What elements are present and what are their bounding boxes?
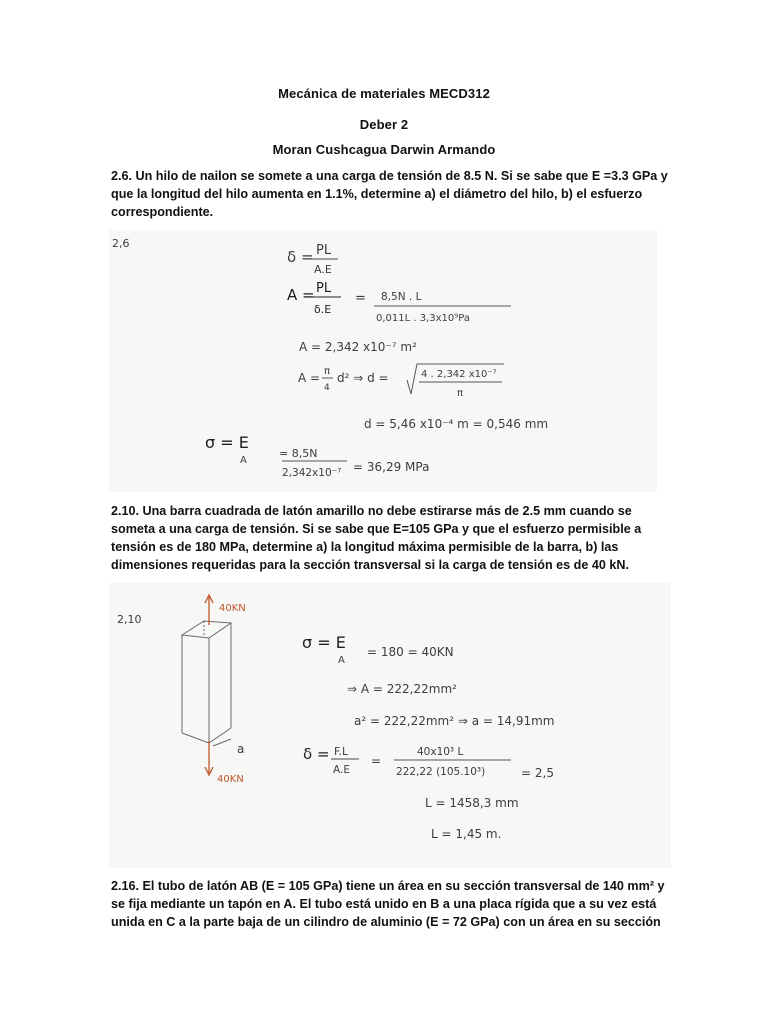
problem-2-10-statement — [111, 502, 659, 574]
hw-eq1-lhs: σ = E — [302, 633, 346, 652]
course-title: Mecánica de materiales MECD312 — [278, 86, 490, 101]
hw-eq6: L = 1,45 m. — [431, 827, 502, 841]
statement-line: se fija mediante un tapón en A. El tubo está unido en B a una placa rígida que a su vez está — [111, 897, 657, 911]
prism-sketch — [182, 621, 231, 746]
hw-eq4-equals: = — [371, 754, 382, 768]
hw-eq1-den: A.E — [314, 263, 332, 276]
problem-2-16-statement — [111, 877, 665, 931]
hw-eq2-den2: 0,011L . 3,3x10⁹Pa — [376, 313, 470, 324]
hw-eq4-num2: 40x10³ L — [417, 746, 464, 758]
hw-tag: 2,10 — [117, 613, 142, 626]
hw-eq2: ⇒ A = 222,22mm² — [347, 682, 457, 696]
hw-eq6-lhs: σ = E — [205, 433, 249, 452]
solution-2-6-scan — [109, 230, 657, 492]
hw-eq1-num: PL — [316, 243, 332, 258]
hw-eq4-radicand-den: π — [457, 388, 464, 399]
hw-tag: 2,6 — [112, 237, 130, 250]
hw-eq5: d = 5,46 x10⁻⁴ m = 0,546 mm — [364, 417, 549, 431]
hw-eq2-equals: = — [355, 291, 366, 306]
statement-line: correspondiente. — [111, 205, 214, 219]
hw-eq2-den: δ.E — [314, 303, 332, 316]
hw-eq2-num: PL — [316, 281, 332, 296]
statement-line: 2.10. Una barra cuadrada de latón amarillo no debe estirarse más de 2.5 mm cuando se — [111, 504, 632, 518]
hw-eq4-radicand-num: 4 . 2,342 x10⁻⁷ — [421, 369, 497, 380]
hw-eq4-den2: 222,22 (105.10³) — [396, 766, 486, 778]
force-arrow-bottom — [205, 741, 213, 775]
hw-eq6-sub: A — [240, 455, 247, 466]
statement-line: unida en C a la parte baja de un cilindro de aluminio (E = 72 GPa) con un área en su sección — [111, 915, 661, 929]
problem-2-6-statement — [111, 167, 668, 221]
hw-eq4-result: = 2,5 — [521, 766, 554, 780]
hw-eq4-frac-den: 4 — [324, 383, 330, 393]
statement-line: tensión es de 180 MPa, determine a) la longitud máxima permisible de la barra, b) las — [111, 540, 619, 554]
hw-eq3: A = 2,342 x10⁻⁷ m² — [299, 340, 417, 354]
hw-eq4-mid: d² ⇒ d = — [337, 371, 389, 385]
hw-eq1-rhs: = 180 = 40KN — [367, 645, 454, 659]
hw-eq4-lhs: A = — [298, 371, 321, 385]
hw-eq2-num2: 8,5N . L — [381, 291, 422, 303]
hw-eq4-frac-num: π — [324, 366, 331, 377]
statement-line: que la longitud del hilo aumenta en 1.1%, determine a) el diámetro del hilo, b) el esfuerzo — [111, 187, 643, 201]
statement-line: someta a una carga de tensión. Si se sabe que E=105 GPa y que el esfuerzo permisible a — [111, 522, 642, 536]
hw-eq6-result: = 36,29 MPa — [353, 460, 430, 474]
hw-eq1-sub: A — [338, 655, 345, 666]
statement-line: 2.6. Un hilo de nailon se somete a una carga de tensión de 8.5 N. Si se sabe que E =3.3 GPa y — [111, 169, 668, 183]
hw-eq2-lhs: A = — [287, 286, 315, 304]
hw-eq4-num: F.L — [334, 745, 349, 758]
hw-eq5: L = 1458,3 mm — [425, 796, 519, 810]
hw-eq6-num: = 8,5N — [279, 447, 318, 460]
side-label: a — [237, 742, 245, 756]
statement-line: 2.16. El tubo de latón AB (E = 105 GPa) tiene un área en su sección transversal de 140 mm² y — [111, 879, 665, 893]
hw-eq4-lhs: δ = — [303, 745, 330, 763]
student-name: Moran Cushcagua Darwin Armando — [272, 142, 496, 157]
assignment-title: Deber 2 — [359, 117, 409, 132]
hw-eq3: a² = 222,22mm² ⇒ a = 14,91mm — [354, 714, 555, 728]
handwriting-2-6 — [109, 230, 657, 492]
hw-eq1-lhs: δ = — [287, 248, 314, 266]
solution-2-10-scan — [109, 583, 671, 868]
force-arrow-top — [205, 595, 213, 625]
force-label-top: 40KN — [219, 603, 246, 614]
hw-eq6-den: 2,342x10⁻⁷ — [282, 467, 342, 479]
statement-line: dimensiones requeridas para la sección transversal si la carga de tensión es de 40 kN. — [111, 558, 629, 572]
hw-eq4-den: A.E — [333, 764, 350, 776]
force-label-bottom: 40KN — [217, 774, 244, 785]
handwriting-2-10 — [109, 583, 671, 868]
